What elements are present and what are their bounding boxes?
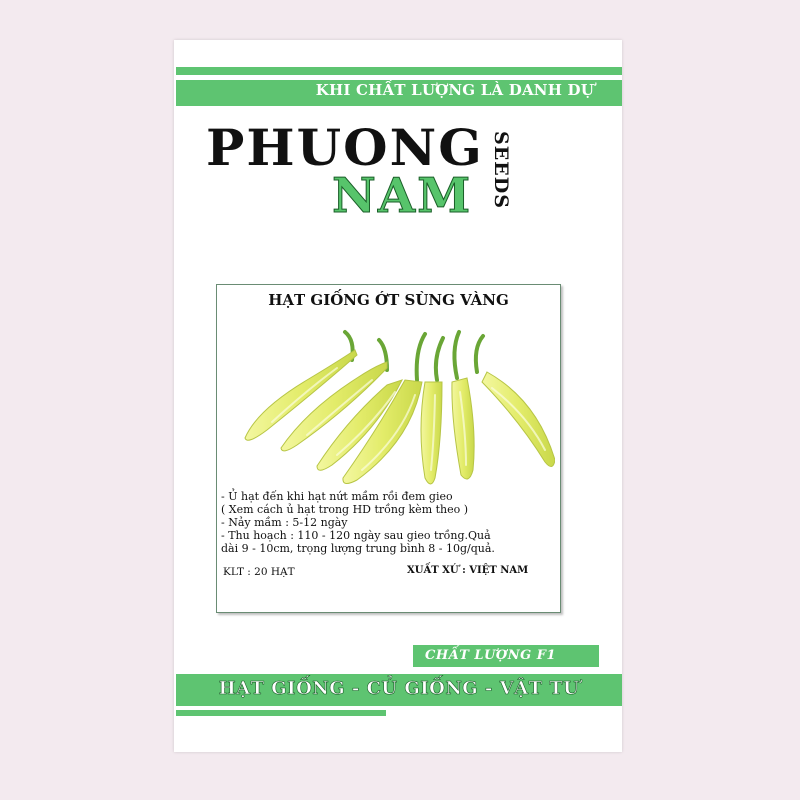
brand-name-line1: PHUONG bbox=[206, 118, 484, 177]
instruction-line: ( Xem cách ủ hạt trong HD trồng kèm theo ) bbox=[221, 503, 469, 516]
product-title: HẠT GIỐNG ỚT SÙNG VÀNG bbox=[268, 291, 509, 309]
tagline-banner bbox=[176, 80, 622, 106]
brand-seeds-label bbox=[486, 130, 516, 210]
growing-instructions bbox=[221, 490, 559, 555]
instruction-line: - Thu hoạch : 110 - 120 ngày sau gieo trồng.Quả bbox=[221, 529, 491, 542]
quality-badge-text: CHẤT LƯỢNG F1 bbox=[425, 648, 557, 663]
quality-badge bbox=[413, 645, 599, 667]
bottom-green-stripe bbox=[176, 710, 386, 716]
instruction-line: - Ủ hạt đến khi hạt nứt mầm rồi đem gieo bbox=[221, 490, 453, 503]
tagline: KHI CHẤT LƯỢNG LÀ DANH DỰ bbox=[315, 81, 594, 99]
instruction-line: - Nảy mầm : 5-12 ngày bbox=[221, 516, 348, 529]
seed-count: KLT : 20 HẠT bbox=[223, 566, 295, 578]
brand-name-line2: NAM bbox=[332, 168, 473, 224]
origin-label: XUẤT XỨ : VIỆT NAM bbox=[407, 565, 529, 576]
bottom-slogan: HẠT GIỐNG - CỦ GIỐNG - VẬT TƯ bbox=[218, 678, 580, 699]
top-green-stripe bbox=[176, 67, 622, 75]
product-card bbox=[216, 284, 561, 613]
brand-seeds-text: SEEDS bbox=[490, 131, 512, 209]
bottom-slogan-banner bbox=[176, 674, 622, 706]
seed-packet bbox=[174, 40, 622, 752]
yellow-chili-peppers-photo bbox=[237, 310, 555, 490]
instruction-line: dài 9 - 10cm, trọng lượng trung bình 8 - 10g/quả. bbox=[221, 542, 495, 555]
